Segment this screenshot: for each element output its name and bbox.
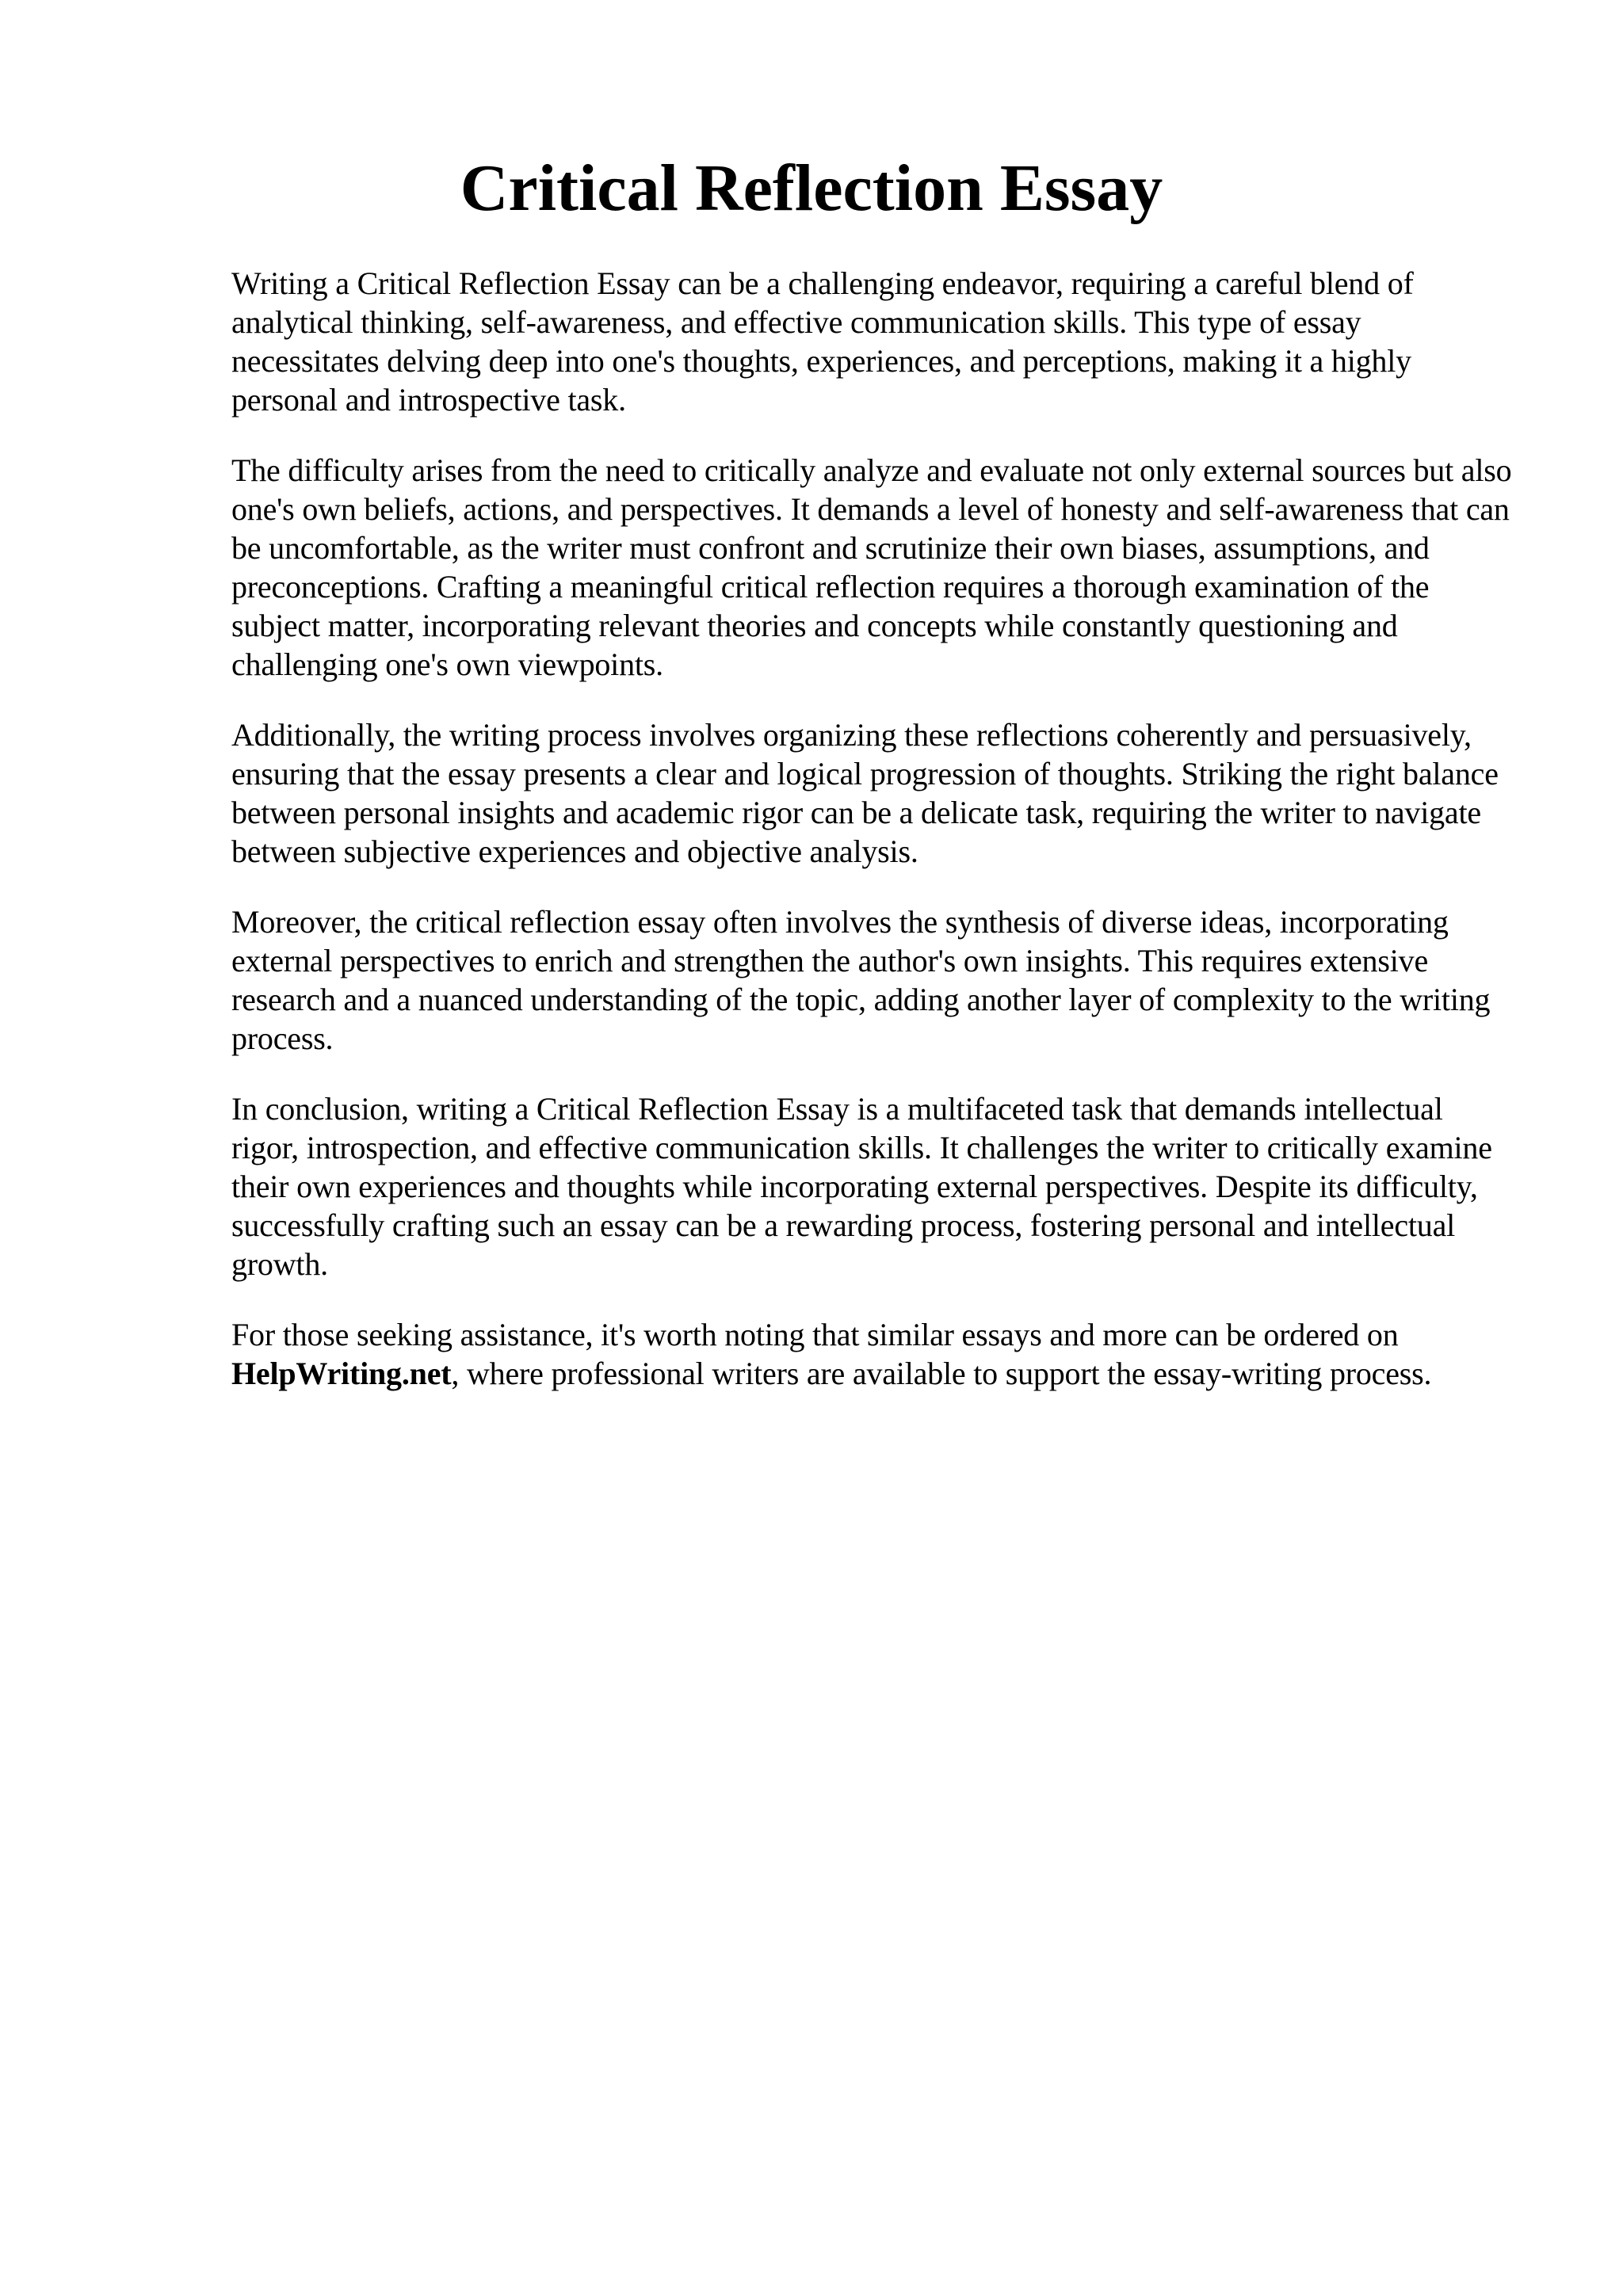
- paragraph-2: The difficulty arises from the need to critically analyze and evaluate not only external sources but also one's own beliefs, actions, and perspectives. It demands a level of honesty and self-awareness that can be uncomfortable, as the writer must confront and scrutinize their own biases, assumptions, and preconceptions. Crafting a meaningful critical reflection requires a thorough examination of the subject matter, incorporating relevant theories and concepts while constantly questioning and challenging one's own viewpoints.: [231, 452, 1512, 682]
- brand-name: HelpWriting.net: [231, 1356, 452, 1391]
- paragraph-1: Writing a Critical Reflection Essay can be a challenging endeavor, requiring a careful blend of analytical thinking, self-awareness, and effective communication skills. This type of essay necessitates delving deep into one's thoughts, experiences, and perceptions, making it a highly personal and introspective task.: [231, 265, 1414, 418]
- closing-intro-text: For those seeking assistance, it's worth noting that similar essays and more can be ordered on: [231, 1317, 1399, 1352]
- paragraph-3: Additionally, the writing process involves organizing these reflections coherently and persuasively, ensuring that the essay presents a clear and logical progression of thoughts. Striking the right balance between personal insights and academic rigor can be a delicate task, requiring the writer to navigate between subjective experiences and objective analysis.: [231, 717, 1499, 869]
- page-title: Critical Reflection Essay: [460, 151, 1163, 225]
- essay-body: [231, 264, 1515, 1425]
- paragraph-4: Moreover, the critical reflection essay often involves the synthesis of diverse ideas, incorporating external perspectives to enrich and strengthen the author's own insights. This requires extensive research and a nuanced understanding of the topic, adding another layer of complexity to the writing process.: [231, 904, 1491, 1056]
- paragraph-5: In conclusion, writing a Critical Reflection Essay is a multifaceted task that demands intellectual rigor, introspection, and effective communication skills. It challenges the writer to critically examine their own experiences and thoughts while incorporating external perspectives. Despite its difficulty, successfully crafting such an essay can be a rewarding process, fostering personal and intellectual growth.: [231, 1091, 1492, 1282]
- closing-paragraph: [231, 1315, 1515, 1393]
- closing-outro-text: , where professional writers are available to support the essay-writing process.: [451, 1356, 1432, 1391]
